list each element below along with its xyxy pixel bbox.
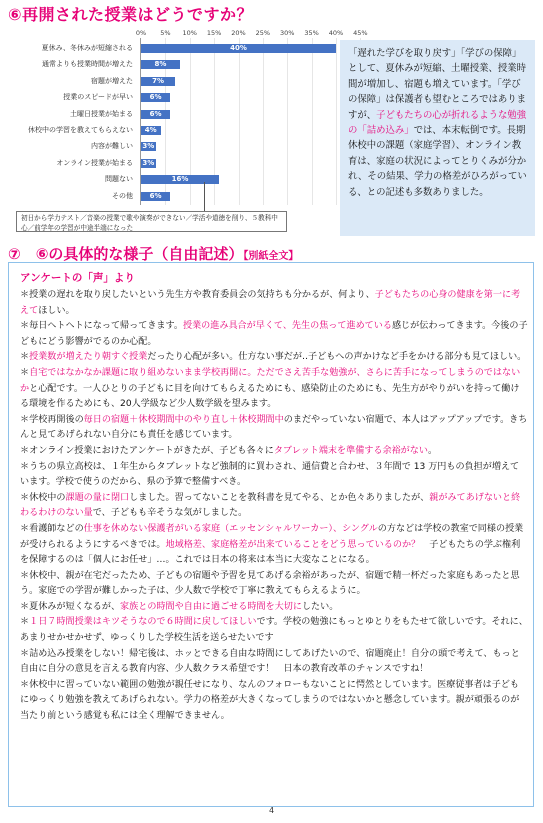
category-label: 休校中の学習を教えてもらえない <box>28 126 133 134</box>
x-tick-label: 15% <box>206 29 222 37</box>
comment-text: ＊看護師などの <box>20 523 84 534</box>
x-tick-label: 10% <box>182 29 197 37</box>
comment-text: と心配です。一人ひとりの子どもに目を向けてもらえるためにも、感染防止のためにも、先生方がやりがいを持って働ける環境を作るためにも、20人学級など少人数学級を望みます。 <box>20 383 520 410</box>
category-label: 土曜日授業が始まる <box>70 109 133 118</box>
comment-item <box>20 319 528 350</box>
bar <box>141 93 170 102</box>
bar <box>141 110 170 119</box>
comment-item <box>20 413 528 444</box>
comment-text: 。 <box>427 445 438 456</box>
comment-item <box>20 444 528 460</box>
x-tick-label: 20% <box>231 29 246 37</box>
comment-item <box>20 522 528 569</box>
comment-text: ＊夏休みが短くなるが、 <box>20 601 121 612</box>
comment-text: で、子どもも辛そうな気がしました。 <box>92 508 248 519</box>
comment-highlight: 地域格差、家庭格差が出来ていることをどう思っているのか？ <box>165 539 421 550</box>
comment-text: したい。 <box>301 601 339 612</box>
x-tick-label: 25% <box>255 29 271 37</box>
x-tick-label: 5% <box>160 29 171 37</box>
comment-text: だったり心配が多い。仕方ない事だが‥子どもへの声かけなど手をかける部分も見てほしい。 <box>147 352 527 363</box>
comment-item <box>20 350 528 366</box>
comment-text: 感じが伝わってきます。今後の子どもにどう影響がでるのか心配。 <box>20 321 528 347</box>
comment-text: ＊毎日ヘトヘトになって帰ってきます。 <box>20 321 183 332</box>
bar <box>141 142 156 151</box>
comment-highlight: 仕事を休めない保護者がいる家庭（エッセンシャルワーカー）、シングル <box>83 523 378 534</box>
x-tick-label: 35% <box>304 29 319 37</box>
comment-highlight: 毎日の宿題＋休校期間中のやり直し＋休校期間中 <box>83 414 284 425</box>
note-pointer-line <box>204 182 205 211</box>
grid-line <box>263 38 264 205</box>
category-label: 通常よりも授業時間が増えた <box>42 60 133 69</box>
comment-highlight: タブレット端末を準備する余裕がない <box>273 445 428 456</box>
summary-text-1: 「遅れた学びを取り戻す」「学びの保障」として、夏休みが短縮、土曜授業、授業時間が増加し、宿題も増えています。「学びの保障」は保護者も望むところではありますが、 <box>348 48 527 121</box>
comment-item <box>20 678 528 725</box>
comment-text: 子どもたちの学ぶ権利を保障するのは「個人にお任せ」…。これでは日本の将来は本当に大変なことになる。 <box>20 539 521 566</box>
comment-item <box>20 569 528 600</box>
comments-list <box>20 288 528 725</box>
bar-value-label: 3% <box>142 142 155 151</box>
bar-value-label: 6% <box>149 109 162 118</box>
comment-text: ＊ <box>20 352 30 363</box>
bar <box>141 77 175 86</box>
summary-box <box>340 40 535 236</box>
comment-text: ＊ <box>20 367 30 378</box>
comment-text: ＊授業の遅れを取り戻したいという先生方や教育委員会の気持ちも分かるが、何より、 <box>20 290 375 300</box>
bar <box>141 192 170 201</box>
chart-note: 初日から学力テスト／音楽の授業で歌や演奏ができない／学活や道徳を削り、５教科中心／前学年の学習が中途半端になった <box>16 211 287 232</box>
grid-line <box>336 38 337 205</box>
comment-highlight: 授業数が増えたり朝すぐ授業 <box>29 352 148 363</box>
comment-highlight: 家族との時間や自由に過ごせる時間を大切に <box>120 601 302 612</box>
grid-line <box>312 38 313 205</box>
section-7-heading: ⑦ ⑥の具体的な様子（自由記述） <box>8 245 244 263</box>
comment-item <box>20 647 528 678</box>
comment-highlight: 課題の量に閉口 <box>65 492 130 503</box>
comment-item <box>20 460 528 491</box>
category-label: オンライン授業が始まる <box>56 158 133 167</box>
comment-text: ＊休校中に習っていない範囲の勉強が親任せになり、なんのフォローもないことに愕然としています。医療従事者は子どもにゆっくり勉強を教えてあげられない。学力の格差が大きくなってしまうのではないかと懸念しています。親が頑張るのが当たり前という感覚も私には全く理解できません。 <box>20 679 520 722</box>
x-tick-label: 45% <box>353 29 368 37</box>
comment-text: のまだやっていない宿題で、本人はアップアップです。きちんと見てあげられない自分にも責任を感じています。 <box>20 414 528 441</box>
bar-value-label: 8% <box>154 60 167 69</box>
bar <box>141 175 219 184</box>
voices-header: アンケートの「声」より <box>20 272 135 284</box>
summary-highlight: 子どもたちの心が折れるような勉強の「詰め込み」 <box>348 109 527 137</box>
comment-highlight: 親がみてあげないと終わるわけのない量 <box>20 492 521 519</box>
comment-text: ほしい。 <box>38 305 75 316</box>
comment-item <box>20 615 528 646</box>
section-7-tag: 【別紙全文】 <box>243 251 299 262</box>
category-label: その他 <box>112 191 133 200</box>
comment-text: です。学校の勉強にもっとゆとりをもたせて欲しいです。それに、あまりせかせかせず、ゆっくりした学校生活を送らせたいです <box>20 617 528 644</box>
comment-highlight: 授業の進み具合が早くて、先生の焦って進めている <box>182 321 392 332</box>
bar <box>141 159 156 168</box>
bar <box>141 44 336 53</box>
category-label: 内容が難しい <box>91 142 133 151</box>
comment-text: ＊詰め込み授業をしない！帰宅後は、ホッとできる自由な時間にしてあげたいので、宿題廃止！自分の頭で考えて、もっと自由に自分の意見を言える教育内容、少人数クラス希望です！ 日本の教育改革のチャンスですね！ <box>20 648 520 675</box>
comment-item <box>20 491 528 522</box>
section-7-title <box>8 243 298 264</box>
category-label: 問題ない <box>105 175 133 184</box>
category-label: 授業のスピードが早い <box>63 93 133 102</box>
bar-value-label: 7% <box>152 76 164 85</box>
x-tick-label: 0% <box>135 29 147 37</box>
section-6-title: ⑥再開された授業はどうですか？ <box>8 5 254 24</box>
comment-text: ＊うちの県立高校は、１年生からタブレットなど強制的に買わされ、通信費と合わせ、３年間で 13 万円もの負担が増えています。学校で使うのだから、県の予算で整備すべき。 <box>20 461 520 488</box>
comment-text: ＊オンライン授業におけたアンケートがきたが、子ども各々に <box>20 445 274 456</box>
comment-highlight: 子どもたちの心身の健康を第一に考えて <box>20 290 521 316</box>
comment-text: ＊休校中の <box>20 492 66 503</box>
comment-item <box>20 288 528 319</box>
comment-text: しました。習ってないことを教科書を見てやる、とか色々ありましたが、 <box>129 492 430 503</box>
comment-highlight: １日７時間授業はキツそうなので６時間に戻してほしい <box>29 617 257 628</box>
bar-value-label: 6% <box>149 191 162 200</box>
bar-value-label: 4% <box>144 126 157 134</box>
page-number: 4 <box>268 806 275 815</box>
bar <box>141 60 180 69</box>
bar-value-label: 40% <box>230 44 247 52</box>
chart-axis <box>140 38 141 205</box>
x-tick-label: 30% <box>280 29 295 37</box>
comment-highlight: 自宅ではなかなか課題に取り組めないまま学校再開に。ただでさえ苦手な勉強が、さらに苦手になってしまうのではないか <box>20 367 521 394</box>
x-tick-label: 40% <box>328 29 344 37</box>
bar <box>141 126 161 135</box>
comment-item <box>20 600 528 616</box>
bar-value-label: 6% <box>149 93 162 102</box>
category-label: 夏休み、冬休みが短縮される <box>41 44 133 52</box>
comment-text: ＊ <box>20 617 30 628</box>
comment-item <box>20 366 528 413</box>
comment-text: の方などは学校の教室で同様の授業が受けられるようにするべきでは。 <box>20 523 524 550</box>
bar-value-label: 16% <box>171 175 189 184</box>
comment-text: ＊休校中、親が在宅だったため、子どもの宿題や予習を見てあげる余裕があったが、宿題で精一杯だった家庭もあったと思う。家庭での学習が難しかった子は、少人数で学校で丁寧に教えてもらえるように。 <box>20 570 520 597</box>
grid-line <box>239 38 240 205</box>
summary-text-2: では、本末転倒です。長期休校中の課題（家庭学習）、オンライン教育は、家庭の状況によってとりくみが分かれ、その結果、学力の格差がひろがっている、との記述も多数ありました。 <box>348 125 527 198</box>
bar-value-label: 3% <box>142 158 155 167</box>
grid-line <box>287 38 288 205</box>
comment-text: ＊学校再開後の <box>20 414 84 425</box>
category-label: 宿題が増えた <box>91 76 133 85</box>
